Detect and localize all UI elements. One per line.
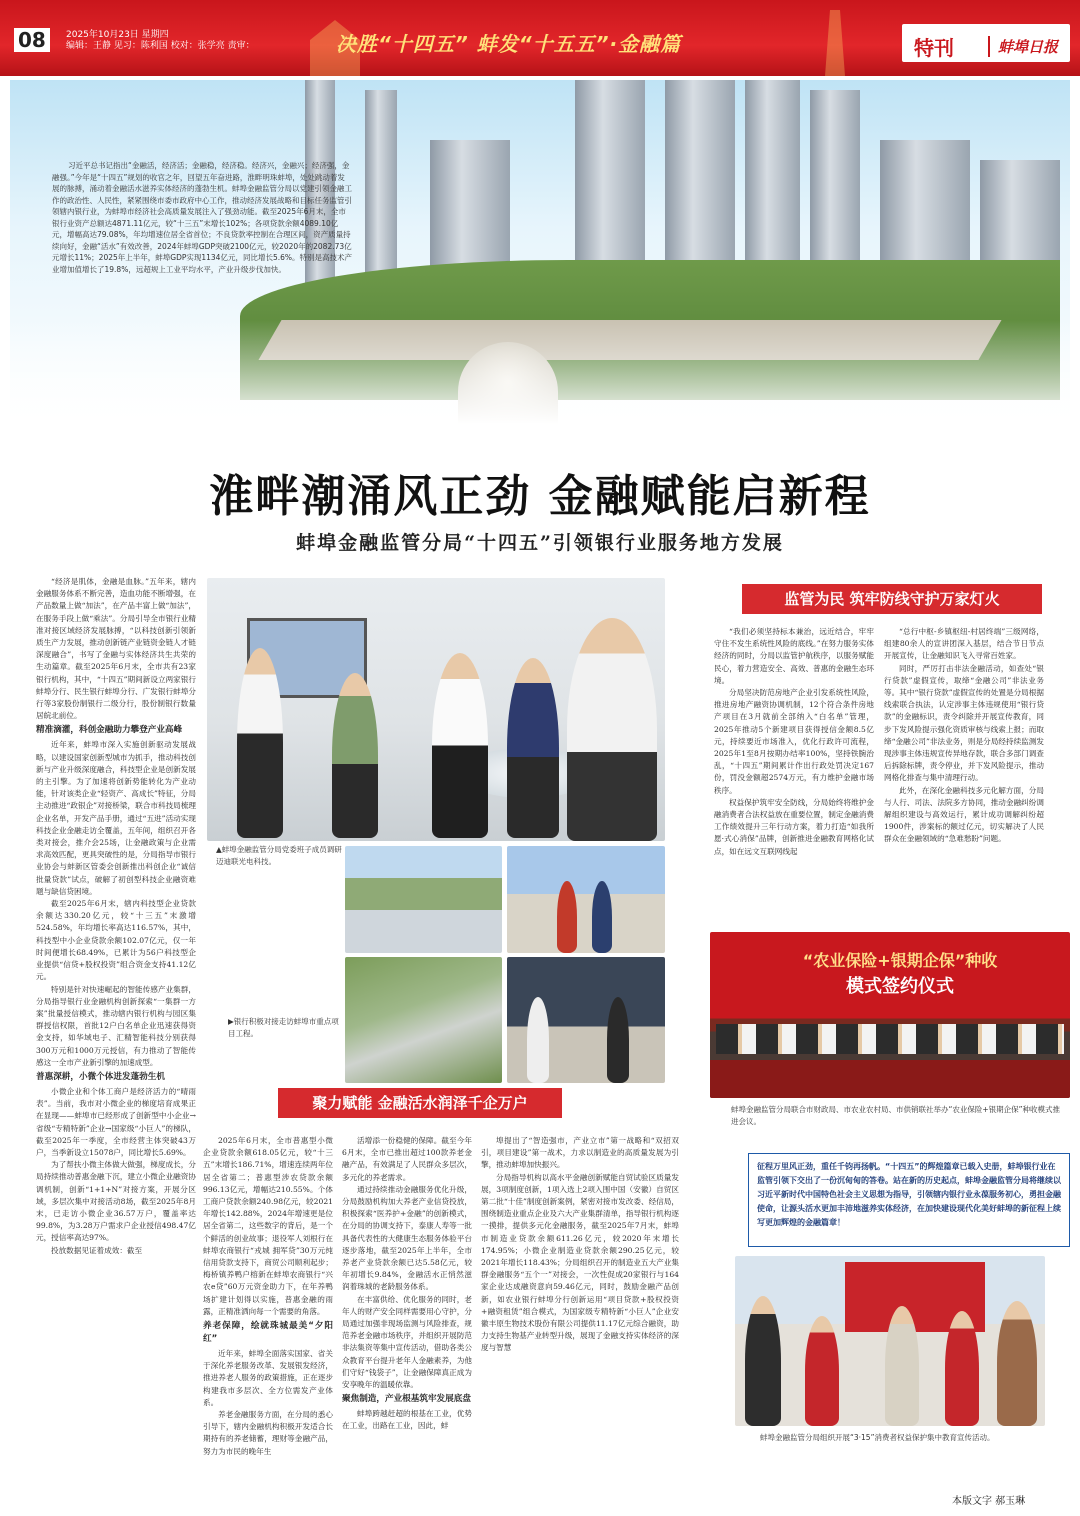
- paragraph: 通过持续推动金融服务优化升级，分局鼓励机构加大养老产业信贷投放，积极探索“医养护+金融”的创新模式，在分局的协调支持下，泰康人寿等一批具备代表性的大健康生态服务体验平台逐步落地，截至2025年上半年，全市养老产业贷款余额已达5.58亿元，较年初增长9.84%，金融活水正悄然滋润着珠城的老龄服务体系。: [342, 1184, 472, 1292]
- headline: 淮畔潮涌风正劲 金融赋能启新程: [209, 471, 871, 522]
- summary-box: 征程万里风正劲，重任千钧再扬帆。“十四五”的辉煌篇章已载入史册，蚌埠银行业在监管引领下交出了一份沉甸甸的答卷。站在新的历史起点，蚌埠金融监管分局将继续以习近平新时代中国特色社会主义思想为指导，引领辖内银行业永葆服务初心，勇担金融使命，让源头活水更加丰沛地滋养实体经济，在加快建设现代化美好蚌埠的新征程上续写更加辉煌的金融篇章！: [748, 1153, 1070, 1247]
- paragraph: 为了帮扶小微主体做大做强，梯度成长，分局持续推动普惠金融下沉，建立小微企业融资协调机制，创新“1+1+N”对接方案，开展分区域，多层次集中对接活动8场，截至2025年8月末，已走访小微企业36.57万户，覆盖率达99.8%，为3.28万户需求户企业授信498.47亿元，授信率高达97%。: [36, 1160, 196, 1243]
- article-column: [342, 1135, 472, 1485]
- photo-caption: ▶银行积极对接走访蚌埠市重点项目工程。: [228, 1017, 339, 1038]
- paragraph: 同时，严厉打击非法金融活动，如查处“银行贷款”虚假宣传，取缔“金融公司”非法业务等。其中“银行贷款”虚假宣传的处置是分局根据线索联合执法，认定涉事主体违规使用“银行贷款”的金融标识，责令纠除并开展宣传教育，同步下发风险提示强化资质审核与线索上报；而取缔“金融公司”非法业务，则是分局经持续监测发现涉事主体违规宣传异地存款，联合多部门调查后拆除标牌，责令停业，并下发风险提示，推动网格化排查与集中清理行动。: [884, 663, 1044, 783]
- photo-leaders-visit: [207, 578, 665, 841]
- paragraph: 2025年6月末，全市普惠型小微企业贷款余额618.05亿元，较“十三五”末增长186.71%，增速连续两年位居全省第二；普惠型涉农贷款余额996.13亿元，增幅达210.55%。个体工商户贷款余额240.98亿元，较2021年增长142.88%，2024年增速更是位居全省第二，这些数字的背后，是一个个鲜活的创业故事；退役军人刘根行在蚌埠农商银行“戎城 拥军贷”30万元纯信用贷款支持下，商贸公司顺利起步；梅桥镇养鸭户榕新在蚌埠农商银行“兴农e贷”60万元资金助力下，在年养鸭场扩建计划得以实施，普惠金融的雨露，正精准洒向每一个需要的角落。: [203, 1136, 333, 1316]
- paragraph: 此外，在深化金融科技多元化解方面，分局与人行、司法、法院多方协同，推动金融纠纷调解组织建设与高效运行，累计成功调解纠纷超1900件，涉案标的额过亿元，切实解决了人民群众在金融领域的“急难愁盼”问题。: [884, 785, 1044, 844]
- paragraph: 分局指导机构以高水平金融创新赋能自贸试验区质量发展，3项制度创新，1项入选上2项入围中国（安徽）自贸区第二批“十佳”制度创新案例，紧密对接市发改委、经信局，围绕制造业重点企业及六大产业集群清单，指导银行机构逐一摸排，提供多元化金融服务，截至2025年7月末，蚌埠市制造业贷款余额611.26亿元，较2020年末增长174.95%；小微企业制造业贷款余额290.25亿元，较2021年增长118.43%；分局组织召开的制造业五大产业集群金融服务“五个一”对接会，一次性促成20家银行与164家企业达成融资意向59.46亿元，同时，鼓励金融产品创新，如农业银行蚌埠分行创新运用“项目贷款+股权投资+融资租赁”组合模式，为国家级专精特新“小巨人”企业安徽丰原生物技术股份有限公司提供11.17亿元综合融资，助力支持生物基产业转型升级，展现了金融支持实体经济的深度与智慧: [481, 1172, 679, 1353]
- section-label: 特刊: [914, 36, 954, 60]
- article-column-left: [36, 576, 196, 1484]
- paragraph: 近年来，蚌埠市深入实施创新驱动发展战略，以建设国家创新型城市为抓手，推动科技创新与产业升级深度融合，科技型企业是创新发展的主引擎。为了加速将创新势能转化为产业动能，针对该类企业“轻资产、高成长”特征，分局主动推进“政银企”对接桥梁，联合市科技局梳理企业名单，开发产品手册，通过“五进”活动实现科技企业金融走访全覆盖，五年间，组织召开各类对接会，推介会25场，让金融政策与企业需求高效匹配，更具突破性的是，分局指导市银行业协会与蚌新区管委会创新推出科创企业“诚信批量贷款”试点，破解了初创型科技企业融资难题与缺信贷困境。: [36, 740, 196, 896]
- paragraph: 在丰富供给、优化服务的同时，老年人的财产安全同样需要用心守护，分局通过加强非现场监测与风险排查，规范养老金融市场秩序，并组织开展防范非法集资等集中宣传活动，借助各类公众教育平台提升老年人金融素养，为他们守好“钱袋子”，让金融保障真正成为安享晚年的温暖依靠。: [342, 1294, 472, 1390]
- section-title: 监管为民 筑牢防线守护万家灯火: [742, 584, 1042, 614]
- page-number: 08: [14, 28, 50, 52]
- photo-caption: 蚌埠金融监管分局联合市财政局、市农业农村局、市供销联社举办“农业保险+银期企保”种收模式推进会议。: [731, 1105, 1061, 1126]
- paragraph: 蚌埠跨越赶超的根基在工业，优势在工业，出路在工业，因此，蚌: [342, 1409, 472, 1431]
- paragraph: 埠提出了“智造强市，产业立市”第一战略和“双招双引，项目建设”第一战术，力求以制造业的高质量发展为引擎，推动蚌埠加快振兴。: [481, 1136, 679, 1170]
- editor-credits: 编辑：王静 见习：陈利国 校对：张学亮 责审：: [66, 41, 255, 51]
- banner-text: 模式签约仪式: [846, 976, 954, 997]
- subheading: 精准滴灌，科创金融助力攀登产业高峰: [36, 725, 183, 736]
- subheading: 聚焦制造，产业根基筑牢发展底盘: [342, 1394, 471, 1405]
- paragraph: 活增添一份稳健的保障。截至今年6月末，全市已推出超过100款养老金融产品，有效满足了人民群众多层次，多元化的养老需求。: [342, 1136, 472, 1182]
- paragraph: 近年来，蚌埠全面落实国家、省关于深化养老服务改革、发展银发经济，推进养老人服务的政策措施，正在逐步构建我市多层次、全方位需发产业体系。: [203, 1349, 333, 1407]
- article-column: [884, 626, 1044, 916]
- newspaper-name: 蚌埠日报: [988, 36, 1058, 57]
- edition-meta: [66, 30, 306, 52]
- subheadline: 蚌埠金融监管分局“十四五”引领银行业服务地方发展: [296, 532, 784, 554]
- paragraph: 投放数据见证着成效：截至: [51, 1245, 143, 1255]
- photo-consumer-rights-event: [735, 1256, 1045, 1426]
- tower-deco-icon: [800, 0, 870, 76]
- masthead: [0, 0, 1080, 76]
- paragraph: 小微企业和个体工商户是经济活力的“晴雨表”。当前，我市对小微企业的梯度培育成果正在显现——蚌埠市已经形成了创新型中小企业→省级“专精特新”企业→国家级“小巨人”的梯队，截至2025年一季度，全市经营主体突破43万户，当季新设立15078户，同比增长5.69%。: [36, 1086, 196, 1157]
- photo-signing-ceremony: [710, 932, 1070, 1098]
- paragraph: “总行中枢-乡镇枢纽-村居终端”三级网络，组建80余人的宣讲团深入基层，结合节日节点开展宣传，让金融知识飞入寻常百姓家。: [884, 627, 1044, 661]
- photo-caption: ▲蚌埠金融监管分局党委班子成员调研迈迪联光电科技。: [216, 845, 342, 866]
- paragraph: 截至2025年6月末，辖内科技型企业贷款余额达330.20亿元，较“十三五”末激增524.58%，年均增长率高达116.57%，其中，科技型中小企业贷款余额102.07亿元，仅一年时间便增长68.49%，已累计为56户科技型企业提供“信贷+股权投资”组合资金支持41.12亿元。: [36, 899, 196, 982]
- banner-text: “农业保险+银期企保”种收: [802, 951, 998, 970]
- article-column: [481, 1135, 679, 1485]
- paragraph: 特别是针对快速崛起的智能传感产业集群，分局指导银行业金融机构创新探索“一集群一方案”批量授信模式，推动辖内银行机构与园区集群授信权限，首批12户白名单企业迅速获得资金支持，如华域电子、汇精智能科技分别获得300万元和1000万元授信，有力推动了智能传感这一全市产业新引擎的加速成型。: [36, 984, 196, 1067]
- section-title: 聚力赋能 金融活水润泽千企万户: [278, 1088, 562, 1118]
- paragraph: 权益保护筑牢安全防线，分局始终将维护金融消费者合法权益放在重要位置，制定金融消费工作绩效提升三年行动方案，着力打造“如我所愿·式心消保”品牌，创新推进金融教育网格化试点，如在远文互联网线起: [714, 797, 874, 856]
- paragraph: 养老金融服务方面，在分局的悉心引导下，辖内金融机构积极开发适合长期持有的养老储蓄，理财等金融产品，努力为市民的晚年生: [203, 1410, 333, 1456]
- byline: 本版文字 郝玉琳: [952, 1496, 1026, 1507]
- paragraph: “我们必须坚持标本兼治，远近结合，牢牢守住不发生系统性风险的底线。”在努力服务实体经济的同时，分局以监管护航秩序，以服务赋能民心，着力营造安全、高效、普惠的金融生态环境。: [714, 627, 874, 685]
- subheading: 普惠深耕，小微个体进发蓬勃生机: [36, 1071, 165, 1082]
- article-column: [714, 626, 874, 916]
- photo-site-visit: [507, 846, 665, 953]
- photo-highway-project: [345, 957, 502, 1083]
- special-banner: 决胜“十四五” 蚌发“十五五”·金融篇: [336, 32, 682, 56]
- issue-date: 2025年10月23日 星期四: [66, 30, 169, 40]
- paragraph: “经济是肌体，金融是血脉。”五年来，辖内金融服务体系不断完善，造血功能不断增强，在产品数量上做“加法”，在产品丰富上做“加法”，在服务手段上做“乘法”。分局引导全市银行业精准对接区域经济发展脉搏，“以科技创新引领新质生产力发展，推动创新链产业链资金链人才链深度融合”，书写了金融与实体经济共生共荣的生动篇章。截至2025年6月末，全市共有23家银行机构，其中，“十四五”期间新设立两家银行蚌埠分行、民生银行蚌埠分行、广发银行蚌埠分行等3家股份制银行二级分行，股份制银行数量居皖北前位。: [36, 577, 196, 721]
- subheading: 养老保障，绘就珠城最美“夕阳红”: [203, 1321, 333, 1345]
- article-column: [203, 1135, 333, 1485]
- photo-project-model: [507, 957, 665, 1083]
- hero-intro-text: 习近平总书记指出“金融活，经济活；金融稳，经济稳。经济兴，金融兴；经济强，金融强。”今年是“十四五”规划的收官之年，回望五年奋进路，淮畔明珠蚌埠，处处跳动着发展的脉搏，涌动着金融活水滋养实体经济的蓬勃生机。蚌埠金融监管分局以党建引领金融工作的政治性、人民性，紧紧围绕市委市政府中心工作，推动经济发展战略和目标任务监管引领辖内银行业，为蚌埠市经济社会高质量发展注入了强劲动能。截至2025年6月末，全市银行业资产总额达4871.11亿元，较“十三五”末增长102%；各项贷款余额4089.10亿元，增幅高达79.08%，年均增速位居全省首位；不良贷款率控制在合理区间，资产质量持续向好，金融“活水”有效改善，2024年蚌埠GDP突破2100亿元，较2020年的2082.73亿元增长11%；2025年上半年，蚌埠GDP实现1134亿元，同比增长5.6%。特别是高技术产业增加值增长了19.8%，远超规上工业平均水平，产业升级步伐加快。: [52, 161, 353, 274]
- paragraph: 分局坚决防范房地产企业引发系统性风险，推进房地产融资协调机制，12个符合条件房地产项目在3月就前全部纳入“白名单”管理，2025年推动5个新建项目获得授信金额8.5亿元，持续要近市场准入，优化行政许可流程，2025年1至8月按期办结率100%，坚持铁腕治乱，“十四五”期间累计作出行政处罚决定167份，罚没金额超2574万元，有力维护金融市场秩序。: [714, 688, 874, 795]
- photo-industrial-park: [345, 846, 502, 953]
- photo-caption: 蚌埠金融监管分局组织开展“3·15”消费者权益保护集中教育宣传活动。: [760, 1433, 995, 1442]
